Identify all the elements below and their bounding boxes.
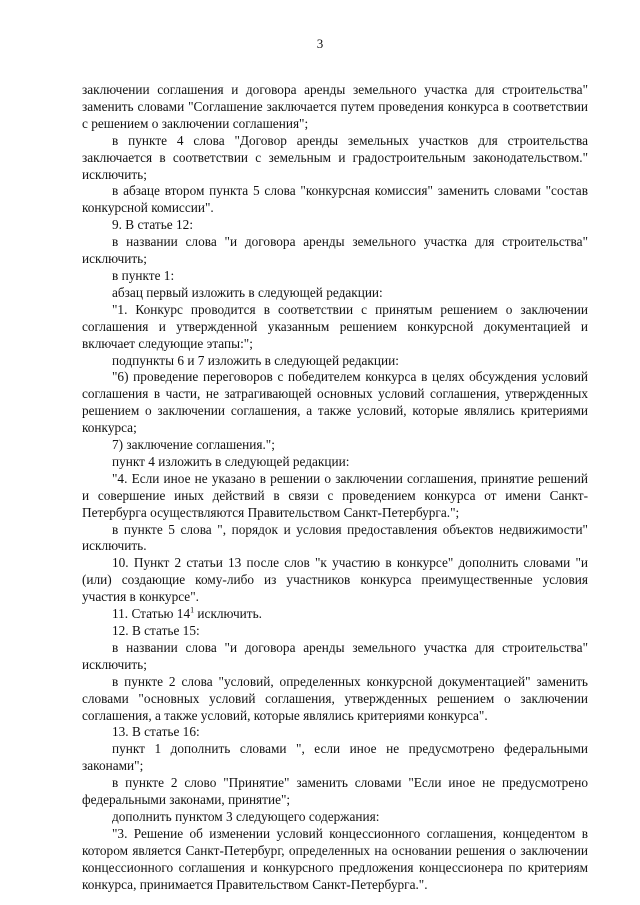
paragraph-text: в названии слова "и договора аренды земельного участка для строительства" исключить; xyxy=(82,234,588,267)
paragraph xyxy=(82,741,588,775)
paragraph-text: 10. Пункт 2 статьи 13 после слов "к участию в конкурсе" дополнить словами "и (или) создающие кому-либо из участников конкурса преимущественные условия участия в конкурсе". xyxy=(82,555,588,605)
paragraph-text: 12. В статье 15: xyxy=(112,623,200,638)
paragraph xyxy=(82,640,588,674)
paragraph-text: в пункте 1: xyxy=(112,267,175,283)
paragraph-text: 13. В статье 16: xyxy=(112,724,200,740)
paragraph xyxy=(82,809,588,826)
paragraph-text: в абзаце втором пункта 5 слова "конкурсная комиссия" заменить словами "состав конкурсной комиссии". xyxy=(82,183,588,216)
paragraph xyxy=(82,606,588,623)
paragraph-text: в пункте 2 слова "условий, определенных конкурсной документацией" заменить словами "основных условий соглашения, утвержденных решением о заключении соглашения, а также условий, которые являлись критериями конкурса". xyxy=(82,673,588,723)
paragraph-text: 9. В статье 12: xyxy=(112,217,194,233)
paragraph-text: подпункты 6 и 7 изложить в следующей редакции: xyxy=(112,352,399,368)
paragraph xyxy=(82,217,588,234)
paragraph xyxy=(82,623,588,640)
paragraph xyxy=(82,471,588,522)
paragraph xyxy=(82,454,588,471)
paragraph xyxy=(82,674,588,725)
paragraph xyxy=(82,82,588,133)
paragraph xyxy=(82,369,588,437)
paragraph xyxy=(82,133,588,184)
page-number: 3 xyxy=(316,36,324,51)
paragraph-text: "1. Конкурс проводится в соответствии с принятым решением о заключении соглашения и утвержденной указанным решением конкурсной документацией и включает следующие этапы:"; xyxy=(82,301,588,351)
paragraph xyxy=(82,522,588,556)
paragraph xyxy=(82,437,588,454)
paragraph-text: абзац первый изложить в следующей редакции: xyxy=(112,284,383,300)
paragraph-text: в пункте 5 слова ", порядок и условия предоставления объектов недвижимости" исключить. xyxy=(82,521,588,554)
paragraph xyxy=(82,775,588,809)
paragraph-text: в пункте 2 слово "Принятие" заменить словами "Если иное не предусмотрено федеральными законами, принятие"; xyxy=(82,775,588,808)
paragraph xyxy=(82,724,588,741)
paragraph-text-tail: исключить. xyxy=(194,606,262,622)
paragraph-text: пункт 1 дополнить словами ", если иное не предусмотрено федеральными законами"; xyxy=(82,741,588,774)
paragraph-text: "3. Решение об изменении условий концессионного соглашения, концедентом в котором является Санкт-Петербург, определенных на основании решения о заключении концессионного соглашения и конкурсного предложения концессионера по критериям конкурса, принимается Правительством Санкт-Петербурга.". xyxy=(82,825,588,892)
paragraph xyxy=(82,183,588,217)
paragraph-text: в названии слова "и договора аренды земельного участка для строительства" исключить; xyxy=(82,639,588,672)
superscript: 1 xyxy=(190,605,195,615)
paragraph xyxy=(82,826,588,894)
paragraph xyxy=(82,302,588,353)
paragraph xyxy=(82,268,588,285)
paragraph-text: пункт 4 изложить в следующей редакции: xyxy=(112,453,350,469)
paragraph xyxy=(82,285,588,302)
paragraph-text: заключении соглашения и договора аренды земельного участка для строительства" заменить словами "Соглашение заключается путем проведения конкурса в соответствии с решением о заключении соглашения"; xyxy=(82,82,588,131)
paragraph-text: "6) проведение переговоров с победителем конкурса в целях обсуждения условий соглашения в части, не затрагивающей основных условий соглашения, утвержденных решением о заключении соглашения, а также условий, которые являлись критериями конкурса; xyxy=(82,369,588,436)
document-body xyxy=(82,82,588,894)
paragraph-text: в пункте 4 слова "Договор аренды земельных участков для строительства заключается в соответствии с земельным и градостроительным законодательством." исключить; xyxy=(82,132,588,182)
paragraph-text: "4. Если иное не указано в решении о заключении соглашения, принятие решений и совершение иных действий в связи с проведением конкурса от имени Санкт-Петербурга осуществляются Правительством Санкт-Петербурга."; xyxy=(82,470,588,520)
paragraph xyxy=(82,353,588,370)
paragraph-text: 7) заключение соглашения."; xyxy=(112,437,275,453)
paragraph-text: дополнить пунктом 3 следующего содержания: xyxy=(112,808,380,824)
paragraph xyxy=(82,234,588,268)
paragraph xyxy=(82,555,588,606)
paragraph-text: 11. Статью 14 xyxy=(112,606,191,622)
